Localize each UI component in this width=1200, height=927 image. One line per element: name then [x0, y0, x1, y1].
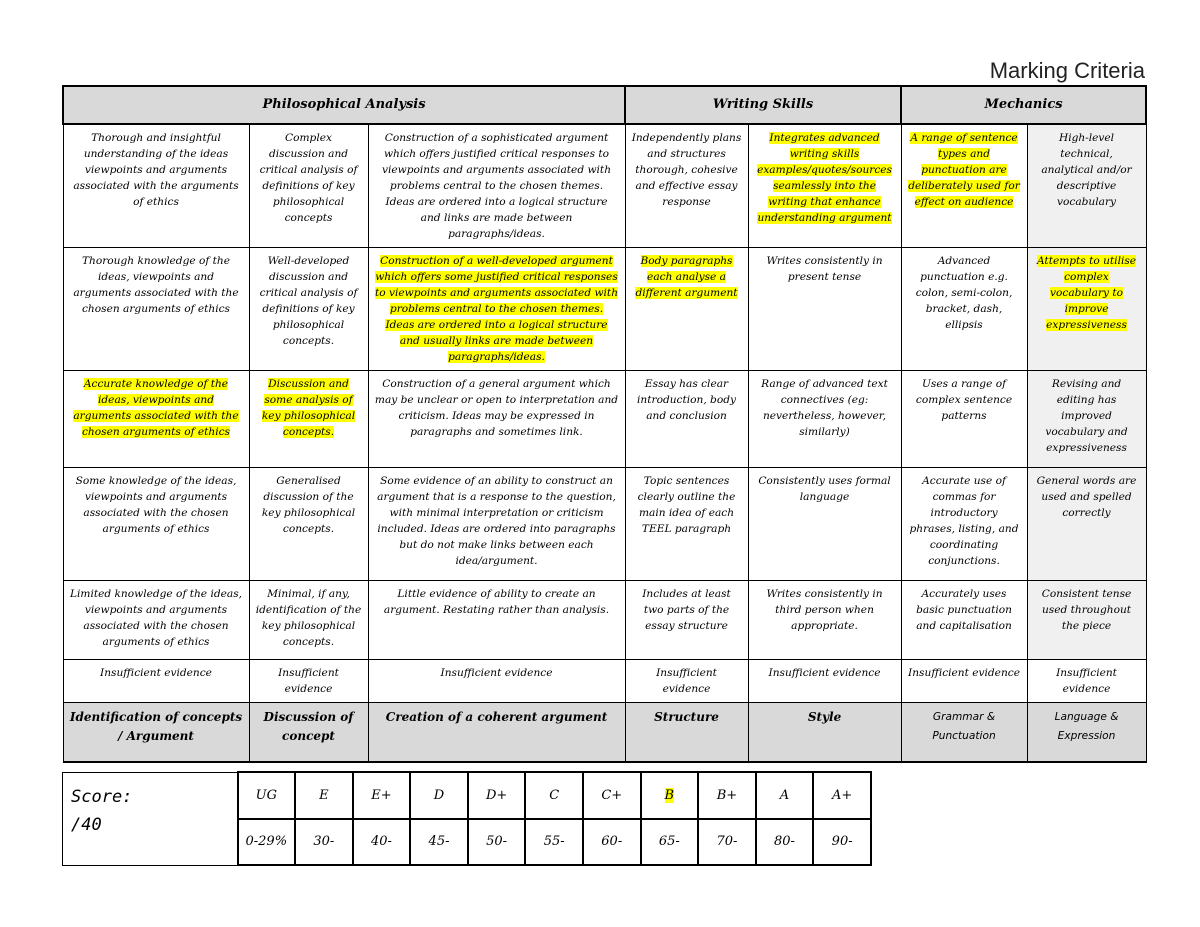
rubric-cell — [249, 371, 368, 468]
rubric-cell-text: Integrates advanced writing skills examples/quotes/sources seamlessly into the writing that enhance understanding argument — [757, 132, 892, 224]
rubric-cell — [1027, 660, 1146, 703]
rubric-cell-text: Range of advanced text connectives (eg: nevertheless, however, similarly) — [761, 378, 888, 438]
rubric-cell — [1027, 581, 1146, 660]
grade-label: D+ — [485, 787, 508, 803]
rubric-cell — [625, 248, 748, 371]
rubric-cell — [1027, 468, 1146, 581]
criterion-label: Language & Expression — [1027, 703, 1146, 763]
rubric-cell — [1027, 124, 1146, 248]
rubric-cell-text: Attempts to utilise complex vocabulary to improve expressiveness — [1036, 255, 1137, 331]
grade-label: D — [433, 787, 445, 803]
rubric-cell-text: Some knowledge of the ideas, viewpoints and arguments associated with the chosen arguments of ethics — [75, 475, 237, 535]
rubric-cell-text: Minimal, if any, identification of the key philosophical concepts. — [255, 588, 362, 648]
rubric-cell-text: Insufficient evidence — [656, 667, 717, 695]
rubric-cell-text: Insufficient evidence — [100, 667, 212, 679]
grade-cell — [583, 772, 641, 819]
rubric-cell-text: Insufficient evidence — [278, 667, 339, 695]
rubric-cell — [63, 124, 249, 248]
rubric-cell — [1027, 248, 1146, 371]
rubric-cell — [748, 124, 901, 248]
rubric-cell-text: Topic sentences clearly outline the main idea of each TEEL paragraph — [637, 475, 736, 535]
rubric-cell — [249, 660, 368, 703]
rubric-cell — [249, 248, 368, 371]
grade-label: A+ — [832, 787, 853, 803]
rubric-cell-text: Generalised discussion of the key philosophical concepts. — [261, 475, 356, 535]
rubric-cell — [901, 660, 1027, 703]
rubric-level-row — [63, 468, 1146, 581]
grade-label: B — [664, 787, 675, 803]
rubric-cell — [249, 468, 368, 581]
score-label-cell — [63, 772, 238, 865]
grade-label: A — [779, 787, 790, 803]
rubric-cell — [63, 468, 249, 581]
grade-range-cell: 0-29% — [238, 819, 296, 866]
rubric-cell-text: Consistent tense used throughout the piece — [1041, 588, 1132, 632]
grade-label: B+ — [716, 787, 738, 803]
rubric-cell-text: Body paragraphs each analyse a different argument — [635, 255, 738, 299]
rubric-cell — [625, 660, 748, 703]
rubric-cell-text: Limited knowledge of the ideas, viewpoints and arguments associated with the chosen arguments of ethics — [69, 588, 243, 648]
rubric-cell — [63, 248, 249, 371]
rubric-criteria-row — [63, 703, 1146, 763]
rubric-level-row — [63, 248, 1146, 371]
rubric-cell — [368, 124, 625, 248]
rubric-cell — [748, 248, 901, 371]
rubric-cell — [368, 581, 625, 660]
rubric-cell-text: Well-developed discussion and critical analysis of definitions of key philosophical concepts. — [259, 255, 358, 347]
rubric-cell-text: Complex discussion and critical analysis of definitions of key philosophical concepts — [259, 132, 358, 224]
rubric-cell — [625, 124, 748, 248]
grade-range-cell: 60- — [583, 819, 641, 866]
grade-label: C+ — [601, 787, 623, 803]
rubric-cell-text: Revising and editing has improved vocabulary and expressiveness — [1045, 378, 1128, 454]
rubric-cell — [901, 371, 1027, 468]
grade-label: UG — [255, 787, 277, 803]
rubric-cell — [625, 581, 748, 660]
score-out-of: /40 — [71, 814, 102, 835]
rubric-cell — [748, 660, 901, 703]
rubric-cell — [368, 371, 625, 468]
rubric-cell-text: Insufficient evidence — [1056, 667, 1117, 695]
grade-cell — [698, 772, 756, 819]
rubric-cell-text: Thorough knowledge of the ideas, viewpoints and arguments associated with the chosen arguments of ethics — [73, 255, 239, 315]
rubric-cell — [368, 248, 625, 371]
score-grade-row — [63, 772, 872, 819]
rubric-cell — [901, 124, 1027, 248]
rubric-cell-text: Construction of a sophisticated argument which offers justified critical responses to viewpoints and arguments associated with problems central to the chosen themes. Ideas are ordered into a logical structure and links are made between paragraphs/ideas. — [381, 132, 612, 240]
grade-label: E+ — [371, 787, 392, 803]
grade-cell — [525, 772, 583, 819]
grade-range-cell: 55- — [525, 819, 583, 866]
rubric-cell-text: Essay has clear introduction, body and conclusion — [637, 378, 736, 422]
grade-range-cell: 30- — [295, 819, 353, 866]
rubric-cell-text: Writes consistently in present tense — [766, 255, 883, 283]
score-table — [62, 771, 872, 866]
grade-range-cell: 65- — [641, 819, 699, 866]
rubric-cell — [901, 248, 1027, 371]
rubric-cell-text: Insufficient evidence — [908, 667, 1020, 679]
rubric-cell — [625, 371, 748, 468]
grade-cell — [756, 772, 814, 819]
grade-cell — [641, 772, 699, 819]
rubric-cell — [748, 468, 901, 581]
rubric-cell-text: Consistently uses formal language — [758, 475, 891, 503]
group-writing-skills: Writing Skills — [625, 86, 901, 124]
score-label: Score: — [71, 786, 133, 807]
rubric-cell-text: Independently plans and structures thorough, cohesive and effective essay response — [631, 132, 742, 208]
grade-range-cell: 70- — [698, 819, 756, 866]
rubric-cell-text: Thorough and insightful understanding of the ideas viewpoints and arguments associated with the arguments of ethics — [73, 132, 239, 208]
rubric-cell-text: Little evidence of ability to create an argument. Restating rather than analysis. — [383, 588, 610, 616]
page-title: Marking Criteria — [989, 58, 1145, 83]
rubric-cell-text: A range of sentence types and punctuation are deliberately used for effect on audience — [908, 132, 1020, 208]
rubric-cell-text: Advanced punctuation e.g. colon, semi-colon, bracket, dash, ellipsis — [915, 255, 1013, 331]
grade-range-cell: 50- — [468, 819, 526, 866]
grade-range-cell: 40- — [353, 819, 411, 866]
rubric-cell-text: Some evidence of an ability to construct an argument that is a response to the question, with minimal interpretation or criticism included. Ideas are ordered into paragraphs but do not make links between each idea/argument. — [377, 475, 616, 567]
rubric-cell — [63, 371, 249, 468]
marking-rubric-table — [62, 85, 1147, 763]
grade-range-cell: 80- — [756, 819, 814, 866]
rubric-cell — [1027, 371, 1146, 468]
rubric-cell-text: Accurate use of commas for introductory phrases, listing, and coordinating conjunctions. — [909, 475, 1019, 567]
rubric-cell — [368, 468, 625, 581]
rubric-cell — [249, 581, 368, 660]
rubric-cell-text: Construction of a well-developed argument which offers some justified critical responses to viewpoints and arguments associated with problems central to the chosen themes. Ideas are ordered into a logical structure and usually links are made between paragraphs/ideas. — [374, 255, 619, 363]
group-philosophical-analysis: Philosophical Analysis — [63, 86, 625, 124]
criterion-label: Discussion of concept — [249, 703, 368, 763]
rubric-cell-text: General words are used and spelled correctly — [1036, 475, 1137, 519]
rubric-level-row — [63, 124, 1146, 248]
rubric-cell-text: Insufficient evidence — [440, 667, 553, 679]
grade-cell — [238, 772, 296, 819]
grade-cell — [410, 772, 468, 819]
grade-cell — [813, 772, 871, 819]
rubric-cell — [748, 581, 901, 660]
rubric-cell — [625, 468, 748, 581]
rubric-cell — [901, 581, 1027, 660]
grade-label: E — [319, 787, 329, 803]
rubric-cell — [63, 581, 249, 660]
grade-range-cell: 45- — [410, 819, 468, 866]
grade-cell — [295, 772, 353, 819]
rubric-level-row — [63, 581, 1146, 660]
rubric-cell-text: Writes consistently in third person when appropriate. — [766, 588, 883, 632]
rubric-cell-text: Accurate knowledge of the ideas, viewpoints and arguments associated with the chosen arguments of ethics — [73, 378, 239, 438]
rubric-cell — [249, 124, 368, 248]
grade-range-cell: 90- — [813, 819, 871, 866]
rubric-cell-text: Accurately uses basic punctuation and capitalisation — [916, 588, 1012, 632]
rubric-cell-text: Insufficient evidence — [768, 667, 881, 679]
rubric-group-header-row — [63, 86, 1146, 124]
grade-cell — [353, 772, 411, 819]
criterion-label: Grammar & Punctuation — [901, 703, 1027, 763]
group-mechanics: Mechanics — [901, 86, 1146, 124]
rubric-cell-text: High-level technical, analytical and/or descriptive vocabulary — [1041, 132, 1132, 208]
rubric-cell — [63, 660, 249, 703]
rubric-cell-text: Construction of a general argument which may be unclear or open to interpretation and criticism. Ideas may be expressed in paragraphs and sometimes link. — [374, 378, 619, 438]
grade-label: C — [549, 787, 560, 803]
rubric-cell-text: Includes at least two parts of the essay structure — [642, 588, 731, 632]
criterion-label: Style — [748, 703, 901, 763]
criterion-label: Structure — [625, 703, 748, 763]
rubric-cell-text: Discussion and some analysis of key philosophical concepts. — [261, 378, 356, 438]
rubric-cell — [901, 468, 1027, 581]
rubric-cell-text: Uses a range of complex sentence patterns — [915, 378, 1013, 422]
rubric-cell — [368, 660, 625, 703]
criterion-label: Creation of a coherent argument — [368, 703, 625, 763]
grade-cell — [468, 772, 526, 819]
criterion-label: Identification of concepts / Argument — [63, 703, 249, 763]
rubric-cell — [748, 371, 901, 468]
rubric-level-row — [63, 660, 1146, 703]
rubric-level-row — [63, 371, 1146, 468]
